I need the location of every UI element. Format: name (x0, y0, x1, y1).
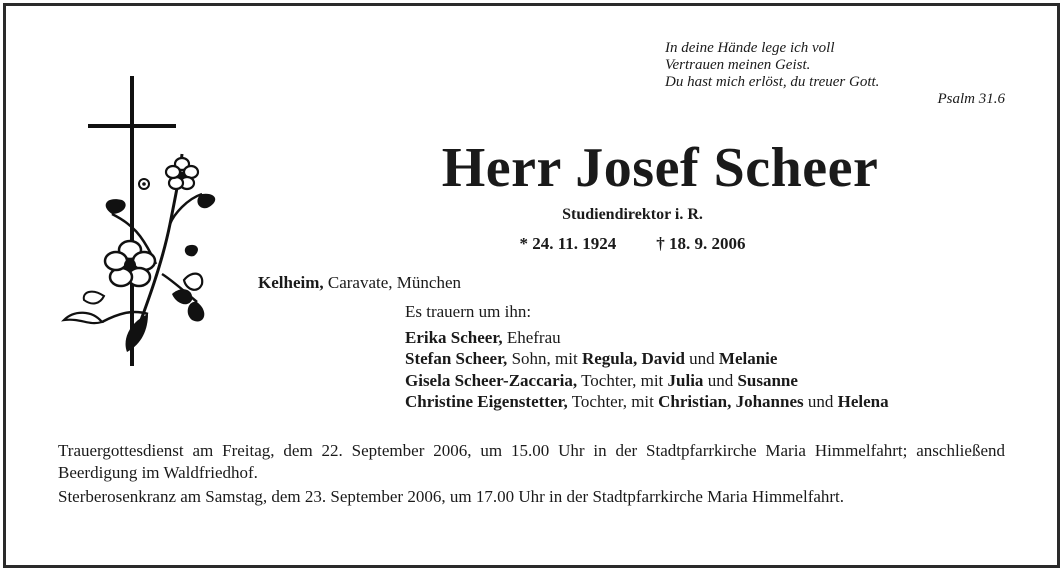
mourner-name: Christine Eigenstetter, (405, 392, 568, 411)
mourner-relation: Tochter, mit (581, 370, 664, 390)
mourner-children: Christian, Johannes (658, 392, 804, 411)
conjunction: und (707, 370, 734, 390)
mourner-row (405, 348, 889, 370)
psalm-reference: Psalm 31.6 (937, 91, 1005, 107)
mourner-name: Erika Scheer, (405, 327, 503, 347)
place-primary: Kelheim, (258, 273, 324, 292)
service-info (58, 440, 1005, 510)
mourner-children: Regula, David (581, 349, 685, 368)
life-dates (260, 233, 1005, 255)
places-line (258, 272, 461, 294)
mourner-children: Susanne (737, 370, 798, 390)
mourner-relation: Ehefrau (506, 327, 561, 347)
mourner-children: Helena (837, 392, 889, 411)
deceased-title: Studiendirektor i. R. (562, 206, 703, 223)
motto-line: Du hast mich erlöst, du treuer Gott. (665, 74, 880, 90)
mourner-name: Stefan Scheer, (405, 349, 508, 368)
death-date: † 18. 9. 2006 (656, 234, 746, 253)
conjunction: und (807, 392, 834, 411)
rosary-text: Sterberosenkranz am Samstag, dem 23. September 2006, um 17.00 Uhr in der Stadtpfarrkirche Maria Himmelfahrt. (58, 487, 845, 506)
mourner-row (405, 370, 889, 392)
psalm-motto (665, 40, 1005, 108)
mourners-intro: Es trauern um ihn: (405, 302, 532, 321)
birth-date: * 24. 11. 1924 (519, 234, 617, 253)
deceased-name: Herr Josef Scheer (441, 137, 879, 199)
motto-line: In deine Hände lege ich voll (665, 40, 835, 56)
place-others: Caravate, München (327, 273, 462, 292)
mourners-list (405, 301, 889, 413)
conjunction: und (689, 349, 715, 368)
mourner-name: Gisela Scheer-Zaccaria, (405, 370, 578, 390)
mourner-row (405, 327, 889, 349)
mourner-relation: Tochter, mit (571, 392, 654, 411)
cross-with-flowers-icon (52, 74, 222, 374)
funeral-service-text: Trauergottesdienst am Freitag, dem 22. September 2006, um 15.00 Uhr in der Stadtpfarrkirche Maria Himmelfahrt; anschließend Beerdigung im Waldfriedhof. (58, 441, 1005, 482)
mourner-children: Melanie (718, 349, 778, 368)
motto-line: Vertrauen meinen Geist. (665, 57, 811, 73)
mourner-row (405, 391, 889, 413)
mourner-relation: Sohn, mit (511, 349, 578, 368)
mourner-children: Julia (667, 370, 704, 390)
